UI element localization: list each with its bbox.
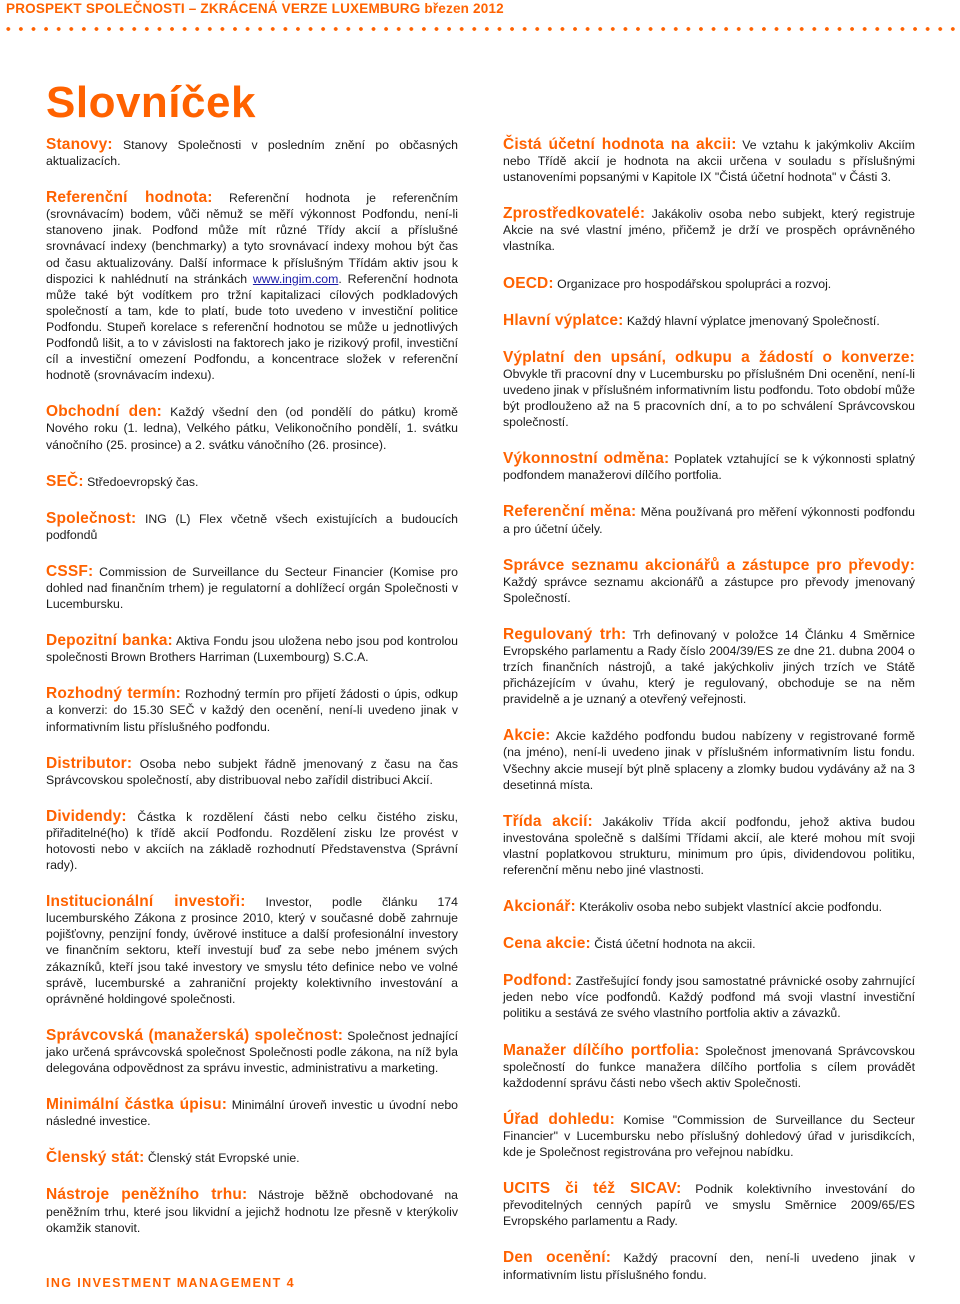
glossary-entry xyxy=(46,404,458,452)
glossary-term: Obchodní den: xyxy=(46,403,162,421)
glossary-term: SEČ: xyxy=(46,472,84,490)
glossary-term: Čistá účetní hodnota na akcii: xyxy=(503,136,737,153)
glossary-term: Společnost: xyxy=(46,509,137,527)
glossary-entry xyxy=(503,814,915,878)
header-bar xyxy=(0,0,960,44)
glossary-entry xyxy=(46,190,458,383)
glossary-definition: Ve vztahu k jakýmkoliv Akciím nebo Třídě akcií je hodnota na akcii určena v souladu s příslušnými ustanoveními popsanými v Kapitole IX "Čistá účetní hodnota" v Části 3. xyxy=(503,138,915,185)
glossary-entry xyxy=(46,137,458,169)
glossary-definition: Organizace pro hospodářskou spolupráci a rozvoj. xyxy=(557,276,832,291)
glossary-definition: Nástroje běžně obchodované na peněžním trhu, které jsou likvidní a jejichž hodnotu lze přesně v kterýkoliv okamžik stanovit. xyxy=(46,1188,458,1235)
glossary-definition: Komise "Commission de Surveillance du Secteur Financier" v Lucembursku nebo příslušný dohledový úřad v jurisdikcích, kde je Společnost registrována pro veřejnou nabídku. xyxy=(503,1112,915,1160)
glossary-definition: Investor, podle článku 174 lucemburského Zákona z prosince 2010, který v současné době zahrnuje pojišťovny, penzijní fondy, úvěrové instituce a další profesionální investory ve finančním sektoru, kteří investují buď za sebe nebo jménem svých zákazníků, kteří jsou také investory ve smyslu této definice nebo ve volné správě, lucemburské a zahraniční projekty kolektivního investování a oprávněné holdingové společnosti. xyxy=(46,895,458,1006)
glossary-definition: Obvykle tři pracovní dny v Lucembursku po příslušném Dni ocenění, není-li uvedeno jinak v příslušném informativním listu podfondu. Toto období může být prodlouženo až na 5 pracovních dní, a to po schválení Správcovskou společností. xyxy=(503,366,915,430)
glossary-definition: Stanovy Společnosti v posledním znění po občasných aktualizacích. xyxy=(46,138,459,169)
glossary-term: Nástroje peněžního trhu: xyxy=(46,1186,248,1204)
glossary-definition: Částka k rozdělení části nebo celku čistého zisku, přiřaditelné(ho) k třídě akcií Podfondu. Rozdělení zisku lze provést v hotovosti nebo v akciích na základě rozhodnutí Představenstva (Správní rady). xyxy=(46,809,459,873)
glossary-entry xyxy=(46,1150,458,1166)
glossary-definition: Zastřešující fondy jsou samostatné právnické osoby zahrnující jeden nebo více podfondů. Každý podfond má svoji vlastní investiční politiku a sestává ze svého vlastního portfolia aktiv a závazků. xyxy=(503,974,915,1021)
glossary-definition: Členský stát Evropské unie. xyxy=(147,1151,300,1166)
glossary-definition: Měna používaná pro měření výkonnosti podfondu a pro účetní účely. xyxy=(503,505,915,536)
glossary-term: Podfond: xyxy=(503,972,573,990)
glossary-definition: Aktiva Fondu jsou uložena nebo jsou pod kontrolou společnosti Brown Brothers Harriman (Luxembourg) S.C.A. xyxy=(46,634,458,665)
glossary-term: Akcionář: xyxy=(503,898,576,916)
glossary-column-right xyxy=(503,137,915,1304)
glossary-entry xyxy=(46,894,458,1007)
glossary-entry xyxy=(503,276,915,292)
page-footer: ING INVESTMENT MANAGEMENT 4 xyxy=(46,1276,295,1290)
glossary-entry xyxy=(46,1187,458,1235)
glossary-entry xyxy=(503,936,915,952)
glossary-term: Den ocenění: xyxy=(503,1249,612,1267)
glossary-entry xyxy=(46,633,458,665)
glossary-definition: Každý pracovní den, není-li uvedeno jinak v informativním listu příslušného fondu. xyxy=(503,1251,916,1282)
glossary-entry xyxy=(503,728,915,792)
glossary-definition: Středoevropský čas. xyxy=(87,474,199,489)
glossary-term: Výplatní den upsání, odkupu a žádostí o konverze: xyxy=(503,348,915,366)
glossary-definition-continued: . Referenční hodnota může také být vodítkem pro tržní kapitalizaci cílových podkladových společností a tam, kde to platí, bude toto uvedeno v investiční politice Podfondu. Stupeň korelace s referenční hodnotou se může u jednotlivých Podfondů lišit, a to v závislosti na faktorech jako je rizikový profil, investiční cíl a investiční omezení Podfondu, a koncentrace složek v referenční hodnotě (srovnávacím indexu). xyxy=(46,271,459,383)
glossary-entry xyxy=(503,313,915,329)
glossary-entry xyxy=(503,1112,915,1160)
glossary-entry xyxy=(46,756,458,788)
glossary-entry xyxy=(503,137,915,185)
glossary-entry xyxy=(46,1028,458,1076)
glossary-entry xyxy=(503,627,915,707)
glossary-definition: Minimální úroveň investic u úvodní nebo následné investice. xyxy=(46,1098,459,1129)
glossary-term: Hlavní výplatce: xyxy=(503,311,624,329)
glossary-definition: Poplatek vztahující se k výkonnosti splatný podfondem manažerovi dílčího portfolia. xyxy=(503,452,915,483)
glossary-term: Cena akcie: xyxy=(503,935,591,953)
glossary-definition: Trh definovaný v položce 14 Článku 4 Směrnice Evropského parlamentu a Rady číslo 2004/39/ES ze dne 21. dubna 2004 o trzích finančních nástrojů, a také jakýchkoliv jiných trzích ve Státě přicházejícím v úvahu, který je regulovaný, obchoduje se na něm pravidelně a je uznaný a otevřený veřejnosti. xyxy=(503,627,915,707)
glossary-term: Minimální částka úpisu: xyxy=(46,1096,228,1114)
website-link[interactable]: www.ingim.com xyxy=(252,271,339,286)
glossary-term: Manažer dílčího portfolia: xyxy=(503,1041,700,1059)
glossary-term: Úřad dohledu: xyxy=(503,1110,615,1128)
glossary-term: Třída akcií: xyxy=(503,812,593,830)
glossary-column-left xyxy=(46,137,458,1257)
glossary-entry xyxy=(46,686,458,734)
glossary-definition: Čistá účetní hodnota na akcii. xyxy=(594,937,756,952)
page-title: Slovníček xyxy=(46,78,256,127)
glossary-entry xyxy=(503,1043,915,1091)
glossary-entry xyxy=(46,809,458,873)
glossary-definition: Společnost jmenovaná Správcovskou společností do funkce manažera dílčího portfolia s cílem provádět každodenní správu části nebo všech aktiv Společnosti. xyxy=(503,1043,915,1090)
glossary-term: Dividendy: xyxy=(46,807,127,825)
glossary-definition: Jakákoliv osoba nebo subjekt, který registruje Akcie na své vlastní jméno, přičemž je drží ve prospěch oprávněného vlastníka. xyxy=(503,207,915,254)
glossary-entry xyxy=(503,206,915,254)
glossary-definition: Commission de Surveillance du Secteur Financier (Komise pro dohled nad finančním trhem) je regulatorní a dohlížecí orgán Společnosti v Lucembursku. xyxy=(46,564,458,612)
glossary-definition: Každý všední den (od pondělí do pátku) kromě Nového roku (1. ledna), Velkého pátku, Velikonočního pondělí, 1. svátku vánočního (25. prosince) a 2. svátku vánočního (26. prosince). xyxy=(46,405,458,452)
glossary-term: Výkonnostní odměna: xyxy=(503,450,670,468)
glossary-entry xyxy=(503,350,915,430)
glossary-term: Regulovaný trh: xyxy=(503,625,627,643)
glossary-definition: Podnik kolektivního investování do převoditelných cenných papírů ve smyslu Směrnice 2009/65/ES Evropského parlamentu a Rady. xyxy=(503,1182,915,1229)
glossary-term: Institucionální investoři: xyxy=(46,893,246,911)
glossary-term: Rozhodný termín: xyxy=(46,685,181,703)
glossary-entry xyxy=(503,1250,915,1282)
glossary-entry xyxy=(46,564,458,612)
glossary-entry xyxy=(46,474,458,490)
glossary-definition: Každý hlavní výplatce jmenovaný Společností. xyxy=(626,313,880,328)
glossary-definition: Každý správce seznamu akcionářů a zástupce pro převody jmenovaný Společností. xyxy=(503,574,915,605)
glossary-entry xyxy=(503,1181,915,1229)
glossary-term: Stanovy: xyxy=(46,136,113,153)
glossary-definition: Referenční hodnota je referenčním (srovnávacím) bodem, vůči němuž se měří výkonnost Podfondu, není-li stanoveno jinak. Podfond může mít různé Třídy akcií a příslušné srovnávací indexy (benchmarky) a tyto srovnávací indexy mohou být čas od času aktualizovány. Další informace k příslušným Třídám aktiv jsou k dispozici k nahlédnutí na stránkách xyxy=(46,191,458,286)
glossary-term: UCITS či též SICAV: xyxy=(503,1180,682,1198)
glossary-entry xyxy=(503,504,915,536)
glossary-entry xyxy=(503,899,915,915)
glossary-definition: Jakákoliv Třída akcií podfondu, jehož aktiva budou investována společně s dalšími Třídami akcií, ale které mohou mít svoji vlastní poplatkovou strukturu, minimum pro úpis, dividendovou politiku, referenční měnu nebo jiné vlastnosti. xyxy=(503,814,916,877)
glossary-term: Distributor: xyxy=(46,754,133,772)
header-title: PROSPEKT SPOLEČNOSTI – ZKRÁCENÁ VERZE LUXEMBURG březen 2012 xyxy=(6,1,504,16)
glossary-definition: Rozhodný termín pro přijetí žádosti o úpis, odkup a konverzi: do 15.30 SEČ v každý den ocenění, není-li uvedeno jinak v informativním listu příslušného podfondu. xyxy=(46,687,458,734)
glossary-entry xyxy=(46,511,458,543)
glossary-entry xyxy=(503,558,915,606)
glossary-term: Referenční měna: xyxy=(503,503,637,521)
glossary-definition: ING (L) Flex včetně všech existujících a budoucích podfondů xyxy=(46,511,458,542)
glossary-term: Členský stát: xyxy=(46,1149,145,1167)
glossary-entry xyxy=(503,451,915,483)
glossary-term: Správce seznamu akcionářů a zástupce pro převody: xyxy=(503,556,915,574)
glossary-term: Depozitní banka: xyxy=(46,632,173,650)
glossary-term: Správcovská (manažerská) společnost: xyxy=(46,1026,344,1044)
glossary-entry xyxy=(46,1097,458,1129)
glossary-definition: Kterákoliv osoba nebo subjekt vlastnící akcie podfondu. xyxy=(579,900,883,915)
glossary-term: Akcie: xyxy=(503,727,551,745)
glossary-definition: Akcie každého podfondu budou nabízeny v registrované formě (na jméno), není-li uvedeno jinak v příslušném informativním listu fondu. Všechny akcie musejí být plně splaceny a zlomky budou vydávány až na 3 desetinná místa. xyxy=(503,729,915,792)
glossary-definition: Osoba nebo subjekt řádně jmenovaný z času na čas Správcovskou společností, aby distribuoval nebo zařídil distribuci Akcií. xyxy=(46,756,458,787)
glossary-term: OECD: xyxy=(503,274,554,292)
glossary-definition: Společnost jednající jako určená správcovská společnost Společnosti podle zákona, na níž byla delegována odpovědnost za správu investic, administrativu a marketing. xyxy=(46,1028,459,1076)
glossary-entry xyxy=(503,973,915,1021)
glossary-term: Referenční hodnota: xyxy=(46,189,213,207)
dotted-divider xyxy=(0,24,960,34)
glossary-term: CSSF: xyxy=(46,562,94,580)
glossary-term: Zprostředkovatelé: xyxy=(503,205,646,223)
